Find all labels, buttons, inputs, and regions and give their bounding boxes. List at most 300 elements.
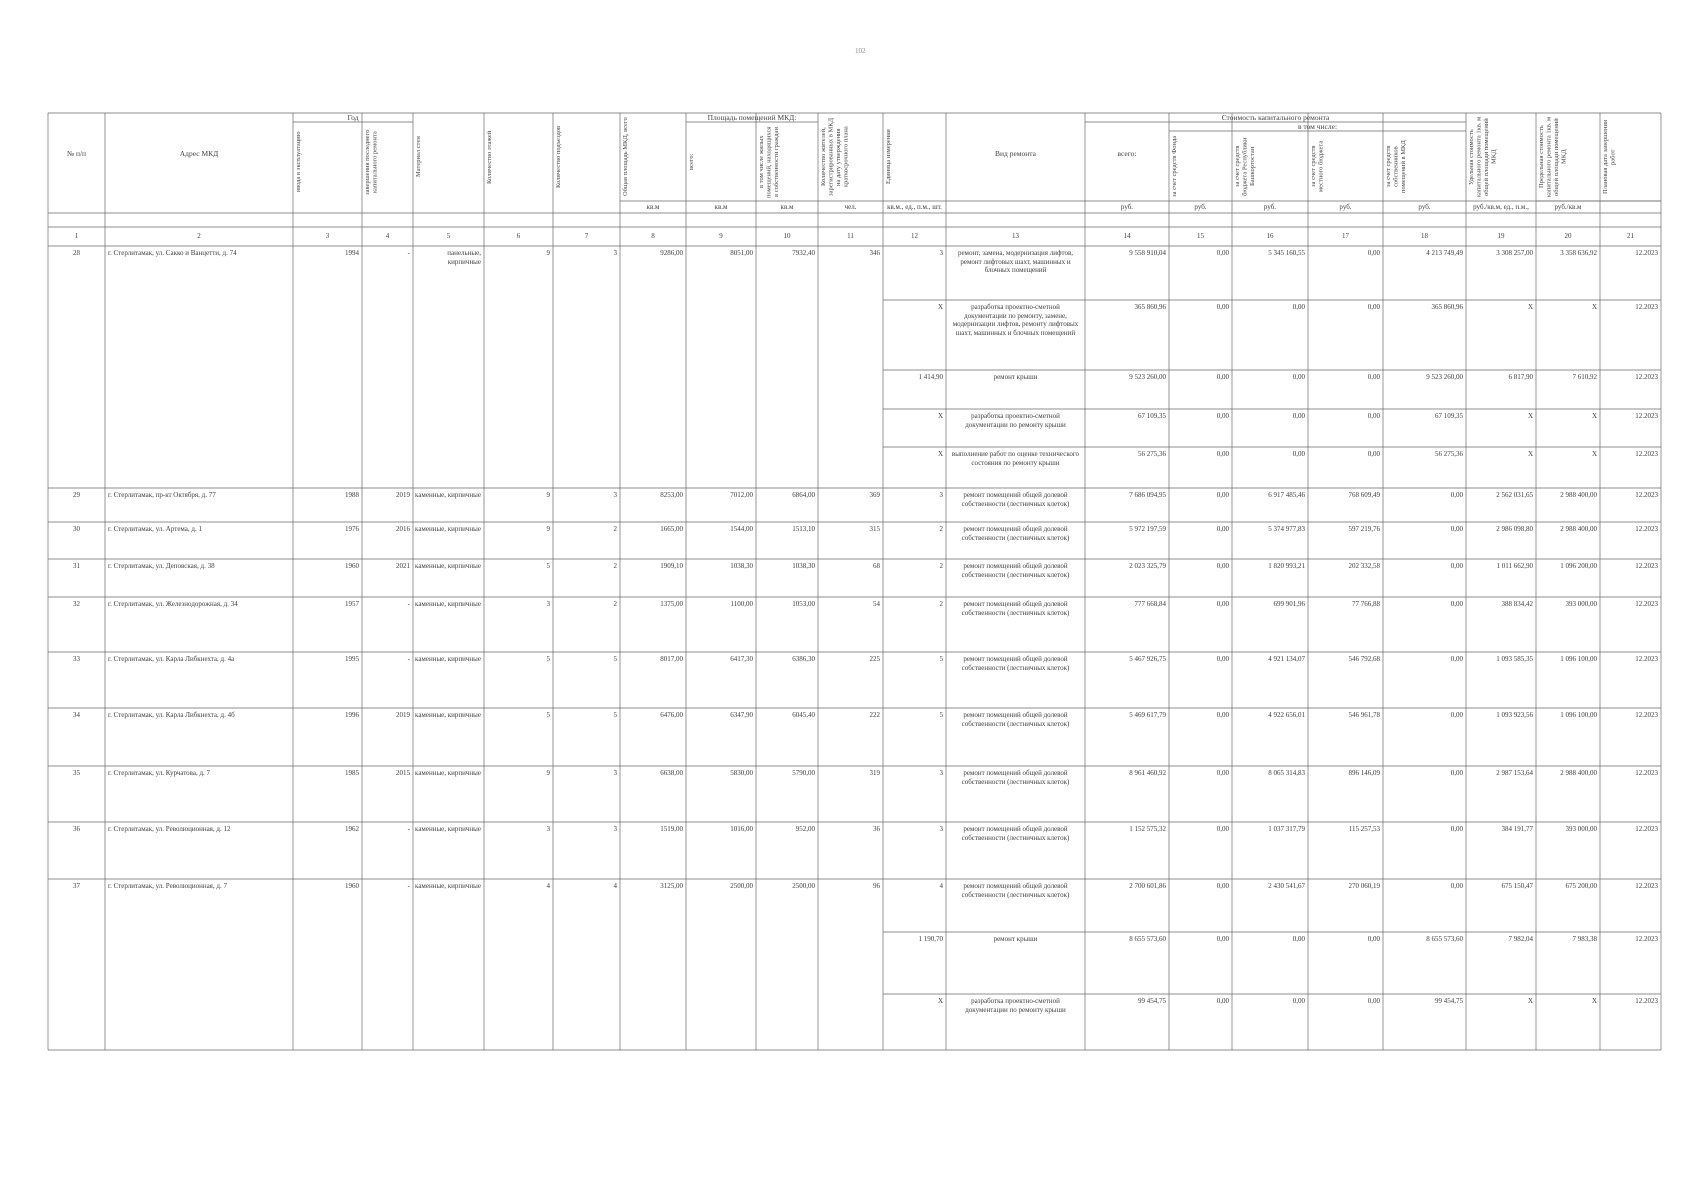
work-unit: 1 414,90 (918, 373, 943, 381)
work-cost-total: 99 454,75 (1138, 997, 1166, 1005)
work-plan-date: 12.2023 (1635, 303, 1658, 311)
work-limit-cost: 1 096 100,00 (1560, 711, 1597, 719)
header-premises-area: Площадь помещений МКД: (707, 114, 797, 122)
work-type: ремонт, замена, модернизация лифтов, ремонт лифтовых шахт, машинных и блочных помещений (957, 249, 1074, 274)
header-vertical-label: Предельная стоимость капитального ремонта 1кв. м общей площади помещений МКД (1538, 116, 1568, 198)
row-total-area: 1909,10 (660, 562, 683, 570)
row-entrances: 3 (613, 249, 617, 257)
work-limit-cost: 2 988 400,00 (1560, 491, 1597, 499)
work-unit-cost: 3 308 257,00 (1496, 249, 1533, 257)
row-entrances: 3 (613, 491, 617, 499)
work-cost-republic: 0,00 (1292, 450, 1305, 458)
work-type: ремонт помещений общей долевой собственности (лестничных клеток) (961, 562, 1070, 579)
work-unit: 5 (939, 655, 943, 663)
work-cost-owners: 8 655 573,60 (1426, 935, 1463, 943)
row-residents: 54 (873, 600, 880, 608)
work-cost-republic: 5 374 977,83 (1268, 525, 1305, 533)
work-plan-date: 12.2023 (1635, 600, 1658, 608)
work-cost-local: 0,00 (1367, 412, 1380, 420)
row-area-residential: 6386,30 (792, 655, 815, 663)
unit-label: руб. (1263, 203, 1277, 211)
row-area-all: 1038,30 (730, 562, 753, 570)
row-entrances: 2 (613, 562, 617, 570)
work-plan-date: 12.2023 (1635, 525, 1658, 533)
work-unit-cost: 675 150,47 (1501, 882, 1533, 890)
work-plan-date: 12.2023 (1635, 491, 1658, 499)
work-unit-cost: 1 093 923,56 (1496, 711, 1533, 719)
row-entrances: 3 (613, 769, 617, 777)
row-entrances: 4 (613, 882, 617, 890)
unit-label: руб./кв.м (1554, 203, 1582, 211)
row-residents: 319 (869, 769, 880, 777)
work-cost-total: 67 109,35 (1138, 412, 1166, 420)
row-num: 35 (73, 769, 80, 777)
row-residents: 36 (873, 825, 880, 833)
work-type: ремонт помещений общей долевой собственности (лестничных клеток) (961, 600, 1070, 617)
row-area-residential: 952,00 (795, 825, 815, 833)
header-vertical-label: Плановая дата завершения работ (1602, 120, 1617, 194)
row-residents: 369 (869, 491, 880, 499)
work-cost-local: 0,00 (1367, 303, 1380, 311)
work-cost-owners: 0,00 (1450, 825, 1463, 833)
work-cost-total: 5 972 197,59 (1129, 525, 1166, 533)
row-year-commission: 1994 (345, 249, 359, 257)
row-year-commission: 1962 (345, 825, 359, 833)
work-limit-cost: 1 096 200,00 (1560, 562, 1597, 570)
header-vertical-label: Материал стен (415, 136, 422, 178)
row-total-area: 1375,00 (660, 600, 683, 608)
work-type: ремонт помещений общей долевой собственности (лестничных клеток) (961, 525, 1070, 542)
work-plan-date: 12.2023 (1635, 769, 1658, 777)
work-cost-republic: 0,00 (1292, 997, 1305, 1005)
unit-label: кв.м (780, 203, 794, 211)
row-area-all: 7012,00 (730, 491, 753, 499)
work-cost-owners: 0,00 (1450, 562, 1463, 570)
header-year: Год (347, 114, 359, 122)
work-cost-republic: 5 345 160,55 (1268, 249, 1305, 257)
row-year-commission: 1995 (345, 655, 359, 663)
work-type: ремонт помещений общей долевой собственности (лестничных клеток) (961, 655, 1070, 672)
header-vertical-label: ввода в эксплуатацию (295, 131, 302, 193)
work-limit-cost: 393 000,00 (1565, 600, 1597, 608)
work-cost-republic: 8 065 314,83 (1268, 769, 1305, 777)
work-cost-total: 9 523 260,00 (1129, 373, 1166, 381)
work-cost-total: 365 860,96 (1134, 303, 1166, 311)
row-material: панельные, кирпичные (447, 249, 481, 266)
work-cost-fund: 0,00 (1216, 303, 1229, 311)
column-number: 20 (1564, 232, 1572, 240)
header-incl: в том числе: (1297, 123, 1338, 131)
work-cost-owners: 56 275,36 (1435, 450, 1463, 458)
work-cost-local: 270 060,19 (1348, 882, 1380, 890)
unit-label: руб./кв.м, ед., п.м., (1473, 203, 1529, 211)
row-year-repair: 2021 (396, 562, 410, 570)
row-residents: 96 (873, 882, 880, 890)
row-total-area: 1519,00 (660, 825, 683, 833)
unit-label: руб. (1418, 203, 1431, 211)
header-repair-type: Вид ремонта (995, 150, 1036, 158)
row-area-residential: 7932,40 (792, 249, 815, 257)
row-num: 36 (73, 825, 80, 833)
row-address: г. Стерлитамак, ул. Революционная, д. 12 (108, 825, 231, 833)
work-cost-total: 7 686 094,95 (1129, 491, 1166, 499)
header-vertical-label: Единица измерения (885, 129, 892, 185)
work-unit: 2 (939, 525, 943, 533)
column-number: 17 (1342, 232, 1349, 240)
work-type: разработка проектно-сметной документации по ремонту, замене, модернизации лифтов, ремонту лифтовых шахт, машинных и блочных помещений (952, 303, 1079, 337)
work-unit-cost: X (1527, 303, 1533, 311)
work-unit-cost: X (1527, 997, 1533, 1005)
row-total-area: 1665,00 (660, 525, 683, 533)
row-total-area: 8253,00 (660, 491, 683, 499)
work-cost-republic: 6 917 485,46 (1268, 491, 1305, 499)
row-year-repair: - (407, 655, 410, 663)
work-cost-local: 0,00 (1367, 373, 1380, 381)
row-material: каменные, кирпичные (415, 882, 481, 890)
header-vertical-label: за счет средств местного бюджета (1310, 140, 1325, 193)
work-cost-fund: 0,00 (1216, 525, 1229, 533)
row-entrances: 3 (613, 825, 617, 833)
work-unit: 2 (939, 562, 943, 570)
unit-label: кв.м (646, 203, 660, 211)
work-type: ремонт помещений общей долевой собственности (лестничных клеток) (961, 769, 1070, 786)
work-unit: 2 (939, 600, 943, 608)
row-address: г. Стерлитамак, ул. Карла Либкнехта, д. 4а (108, 655, 235, 663)
unit-label: руб. (1339, 203, 1352, 211)
page-number: 102 (855, 47, 866, 55)
work-limit-cost: X (1591, 997, 1597, 1005)
work-plan-date: 12.2023 (1635, 997, 1658, 1005)
work-cost-local: 202 332,58 (1348, 562, 1380, 570)
work-cost-fund: 0,00 (1216, 825, 1229, 833)
row-residents: 346 (869, 249, 880, 257)
column-number: 18 (1421, 232, 1428, 240)
work-cost-republic: 0,00 (1292, 935, 1305, 943)
row-residents: 222 (869, 711, 880, 719)
row-floors: 5 (546, 711, 550, 719)
unit-label: кв.м (714, 203, 728, 211)
column-number: 12 (911, 232, 918, 240)
row-material: каменные, кирпичные (415, 655, 481, 663)
work-unit: X (937, 412, 943, 420)
header-vertical-label: завершения последнего капитального ремонта (364, 129, 379, 195)
work-cost-total: 8 961 460,92 (1129, 769, 1166, 777)
row-floors: 5 (546, 655, 550, 663)
work-cost-owners: 0,00 (1450, 655, 1463, 663)
work-cost-fund: 0,00 (1216, 412, 1229, 420)
work-cost-owners: 0,00 (1450, 711, 1463, 719)
work-cost-owners: 0,00 (1450, 491, 1463, 499)
work-unit-cost: 1 011 662,90 (1496, 562, 1533, 570)
work-type: ремонт крыши (993, 373, 1038, 381)
column-number: 4 (385, 232, 390, 240)
row-year-commission: 1988 (345, 491, 359, 499)
header-vertical-label: Количество жителей, зарегистрированных в МКД на дату утверждения краткосрочного плана (820, 117, 850, 197)
row-floors: 3 (546, 825, 550, 833)
column-number: 7 (584, 232, 589, 240)
work-plan-date: 12.2023 (1635, 249, 1658, 257)
row-num: 28 (73, 249, 80, 257)
row-total-area: 8017,00 (660, 655, 683, 663)
work-limit-cost: 3 358 636,92 (1560, 249, 1597, 257)
row-floors: 9 (546, 249, 550, 257)
row-entrances: 2 (613, 600, 617, 608)
row-total-area: 9286,00 (660, 249, 683, 257)
header-vertical-label: всего: (688, 153, 695, 171)
work-cost-total: 777 668,84 (1134, 600, 1166, 608)
work-cost-republic: 2 430 541,67 (1268, 882, 1305, 890)
row-num: 30 (73, 525, 80, 533)
header-vertical-label: за счет средств бюджета Республики Башкортостан (1234, 137, 1256, 196)
work-unit: 5 (939, 711, 943, 719)
row-floors: 4 (546, 882, 550, 890)
work-unit: X (937, 997, 943, 1005)
work-cost-owners: 9 523 260,00 (1426, 373, 1463, 381)
row-floors: 9 (546, 769, 550, 777)
work-cost-local: 0,00 (1367, 450, 1380, 458)
work-cost-republic: 4 921 134,07 (1268, 655, 1305, 663)
row-year-commission: 1960 (345, 562, 359, 570)
work-unit-cost: 7 982,04 (1508, 935, 1533, 943)
row-floors: 5 (546, 562, 550, 570)
unit-label: кв.м., ед., п.м., шт. (887, 203, 942, 211)
work-unit: 4 (939, 882, 943, 890)
row-material: каменные, кирпичные (415, 600, 481, 608)
work-cost-local: 77 766,88 (1352, 600, 1380, 608)
row-area-residential: 5790,00 (792, 769, 815, 777)
work-unit-cost: X (1527, 412, 1533, 420)
work-plan-date: 12.2023 (1635, 825, 1658, 833)
work-unit-cost: 2 562 031,65 (1496, 491, 1533, 499)
work-unit-cost: 384 191,77 (1501, 825, 1533, 833)
row-year-repair: - (407, 825, 410, 833)
header-vertical-label: Удельная стоимость капитального ремонта 1кв. м общей площади помещений МКД (1468, 116, 1498, 198)
header-vertical-label: Количество этажей (486, 130, 493, 184)
work-cost-fund: 0,00 (1216, 997, 1229, 1005)
work-type: ремонт помещений общей долевой собственности (лестничных клеток) (961, 882, 1070, 899)
row-area-all: 6347,90 (730, 711, 753, 719)
row-area-residential: 6864,00 (792, 491, 815, 499)
row-address: г. Стерлитамак, ул. Железнодорожная, д. 34 (108, 600, 238, 608)
work-cost-local: 0,00 (1367, 249, 1380, 257)
row-total-area: 3125,00 (660, 882, 683, 890)
row-floors: 9 (546, 491, 550, 499)
work-cost-owners: 67 109,35 (1435, 412, 1463, 420)
work-limit-cost: 675 200,00 (1565, 882, 1597, 890)
work-cost-local: 896 146,09 (1348, 769, 1380, 777)
work-type: ремонт помещений общей долевой собственности (лестничных клеток) (961, 711, 1070, 728)
row-floors: 3 (546, 600, 550, 608)
column-number: 16 (1266, 232, 1274, 240)
work-cost-local: 0,00 (1367, 997, 1380, 1005)
row-material: каменные, кирпичные (415, 491, 481, 499)
row-material: каменные, кирпичные (415, 525, 481, 533)
work-unit: 3 (939, 825, 943, 833)
row-residents: 315 (869, 525, 880, 533)
work-plan-date: 12.2023 (1635, 882, 1658, 890)
column-number: 11 (847, 232, 854, 240)
row-entrances: 2 (613, 525, 617, 533)
work-cost-owners: 365 860,96 (1431, 303, 1463, 311)
row-year-commission: 1996 (345, 711, 359, 719)
work-limit-cost: 7 610,92 (1572, 373, 1597, 381)
column-number: 14 (1123, 232, 1131, 240)
row-address: г. Стерлитамак, ул. Революционная, д. 7 (108, 882, 227, 890)
column-number: 21 (1627, 232, 1634, 240)
header-address: Адрес МКД (179, 150, 219, 158)
work-cost-owners: 4 213 749,49 (1426, 249, 1463, 257)
row-total-area: 6476,00 (660, 711, 683, 719)
row-area-residential: 1053,00 (792, 600, 815, 608)
column-number: 2 (197, 232, 201, 240)
work-type: ремонт крыши (993, 935, 1038, 943)
work-cost-total: 2 023 325,79 (1129, 562, 1166, 570)
row-year-commission: 1985 (345, 769, 359, 777)
work-limit-cost: X (1591, 412, 1597, 420)
column-number: 13 (1012, 232, 1019, 240)
row-num: 37 (73, 882, 80, 890)
work-cost-republic: 0,00 (1292, 412, 1305, 420)
work-unit-cost: 6 817,90 (1508, 373, 1533, 381)
work-limit-cost: X (1591, 450, 1597, 458)
work-cost-owners: 0,00 (1450, 882, 1463, 890)
column-number: 6 (516, 232, 521, 240)
work-plan-date: 12.2023 (1635, 655, 1658, 663)
work-limit-cost: 7 983,38 (1572, 935, 1597, 943)
row-year-repair: 2019 (396, 491, 410, 499)
row-year-repair: - (407, 882, 410, 890)
work-unit-cost: 388 834,42 (1501, 600, 1533, 608)
work-unit-cost: 2 986 098,80 (1496, 525, 1533, 533)
work-cost-total: 5 469 617,79 (1129, 711, 1166, 719)
row-area-residential: 6045,40 (792, 711, 815, 719)
row-area-all: 6417,30 (730, 655, 753, 663)
row-year-repair: 2019 (396, 711, 410, 719)
column-number: 5 (446, 232, 451, 240)
row-year-repair: 2015 (396, 769, 410, 777)
work-type: выполнение работ по оценке технического состояния по ремонту крыши (951, 450, 1080, 467)
unit-label: чел. (844, 203, 857, 211)
work-cost-total: 5 467 926,75 (1129, 655, 1166, 663)
work-plan-date: 12.2023 (1635, 711, 1658, 719)
work-cost-total: 1 152 575,32 (1129, 825, 1166, 833)
row-address: г. Стерлитамак, ул. Артема, д. 1 (108, 525, 202, 533)
work-unit-cost: 2 987 153,64 (1496, 769, 1533, 777)
row-entrances: 5 (613, 711, 617, 719)
work-cost-total: 9 558 910,04 (1129, 249, 1166, 257)
header-cost-total: всего: (1117, 150, 1137, 158)
header-vertical-label: Общая площадь МКД, всего (622, 117, 629, 197)
work-cost-total: 56 275,36 (1138, 450, 1166, 458)
work-unit: 3 (939, 769, 943, 777)
row-residents: 68 (873, 562, 880, 570)
row-area-all: 1016,00 (730, 825, 753, 833)
work-cost-fund: 0,00 (1216, 769, 1229, 777)
work-unit: 3 (939, 491, 943, 499)
column-number: 1 (74, 232, 79, 240)
work-cost-local: 0,00 (1367, 935, 1380, 943)
row-num: 33 (73, 655, 80, 663)
row-material: каменные, кирпичные (415, 769, 481, 777)
unit-label: руб. (1120, 203, 1134, 211)
column-number: 19 (1497, 232, 1505, 240)
header-vertical-label: в том числе жилых помещений, находящихся в собственности граждан (758, 126, 780, 198)
row-address: г. Стерлитамак, ул. Курчатова, д. 7 (108, 769, 211, 777)
row-area-all: 5830,00 (730, 769, 753, 777)
work-cost-total: 2 700 601,86 (1129, 882, 1166, 890)
work-cost-republic: 699 901,96 (1273, 600, 1305, 608)
work-cost-owners: 99 454,75 (1435, 997, 1463, 1005)
row-area-all: 8051,00 (730, 249, 753, 257)
row-year-repair: - (407, 600, 410, 608)
row-num: 29 (73, 491, 80, 499)
work-cost-republic: 1 037 317,79 (1268, 825, 1305, 833)
column-number: 3 (325, 232, 330, 240)
row-area-all: 1544,00 (730, 525, 753, 533)
work-limit-cost: 393 000,00 (1565, 825, 1597, 833)
work-cost-local: 546 961,78 (1348, 711, 1380, 719)
work-cost-fund: 0,00 (1216, 450, 1229, 458)
work-type: ремонт помещений общей долевой собственности (лестничных клеток) (961, 491, 1070, 508)
work-cost-fund: 0,00 (1216, 600, 1229, 608)
work-type: разработка проектно-сметной документации по ремонту крыши (965, 412, 1066, 429)
work-unit-cost: X (1527, 450, 1533, 458)
unit-label: руб. (1194, 203, 1207, 211)
row-residents: 225 (869, 655, 880, 663)
work-cost-republic: 1 820 993,21 (1268, 562, 1305, 570)
row-entrances: 5 (613, 655, 617, 663)
row-year-commission: 1976 (345, 525, 359, 533)
row-num: 32 (73, 600, 80, 608)
row-address: г. Стерлитамак, ул. Сакко и Ванцетти, д. 74 (108, 249, 237, 257)
work-cost-local: 768 609,49 (1348, 491, 1380, 499)
work-limit-cost: 2 988 400,00 (1560, 769, 1597, 777)
header-num: № п/п (66, 150, 87, 158)
work-unit-cost: 1 093 585,35 (1496, 655, 1533, 663)
work-cost-republic: 0,00 (1292, 373, 1305, 381)
work-cost-fund: 0,00 (1216, 655, 1229, 663)
work-plan-date: 12.2023 (1635, 412, 1658, 420)
row-total-area: 6638,00 (660, 769, 683, 777)
work-cost-fund: 0,00 (1216, 935, 1229, 943)
work-limit-cost: X (1591, 303, 1597, 311)
header-cost: Стоимость капитального ремонта (1221, 114, 1330, 122)
work-type: разработка проектно-сметной документации по ремонту крыши (965, 997, 1066, 1014)
header-vertical-label: за счет средств Фонда (1171, 135, 1178, 198)
row-address: г. Стерлитамак, пр-кт Октября, д. 77 (108, 491, 216, 499)
row-address: г. Стерлитамак, ул. Деповская, д. 38 (108, 562, 215, 570)
work-cost-fund: 0,00 (1216, 491, 1229, 499)
work-cost-fund: 0,00 (1216, 373, 1229, 381)
work-cost-fund: 0,00 (1216, 249, 1229, 257)
work-unit: 1 190,70 (918, 935, 943, 943)
header-vertical-label: Количество подъездов (555, 125, 562, 189)
work-unit: X (937, 303, 943, 311)
work-cost-owners: 0,00 (1450, 769, 1463, 777)
work-limit-cost: 2 988 400,00 (1560, 525, 1597, 533)
work-cost-local: 115 257,53 (1348, 825, 1380, 833)
column-number: 8 (651, 232, 655, 240)
row-area-residential: 1513,10 (792, 525, 815, 533)
work-plan-date: 12.2023 (1635, 935, 1658, 943)
row-material: каменные, кирпичные (415, 825, 481, 833)
header-vertical-label: за счет средств собственников помещений в МКД (1385, 140, 1407, 193)
column-number: 15 (1197, 232, 1204, 240)
work-cost-republic: 0,00 (1292, 303, 1305, 311)
work-plan-date: 12.2023 (1635, 562, 1658, 570)
row-material: каменные, кирпичные (415, 562, 481, 570)
row-year-commission: 1960 (345, 882, 359, 890)
